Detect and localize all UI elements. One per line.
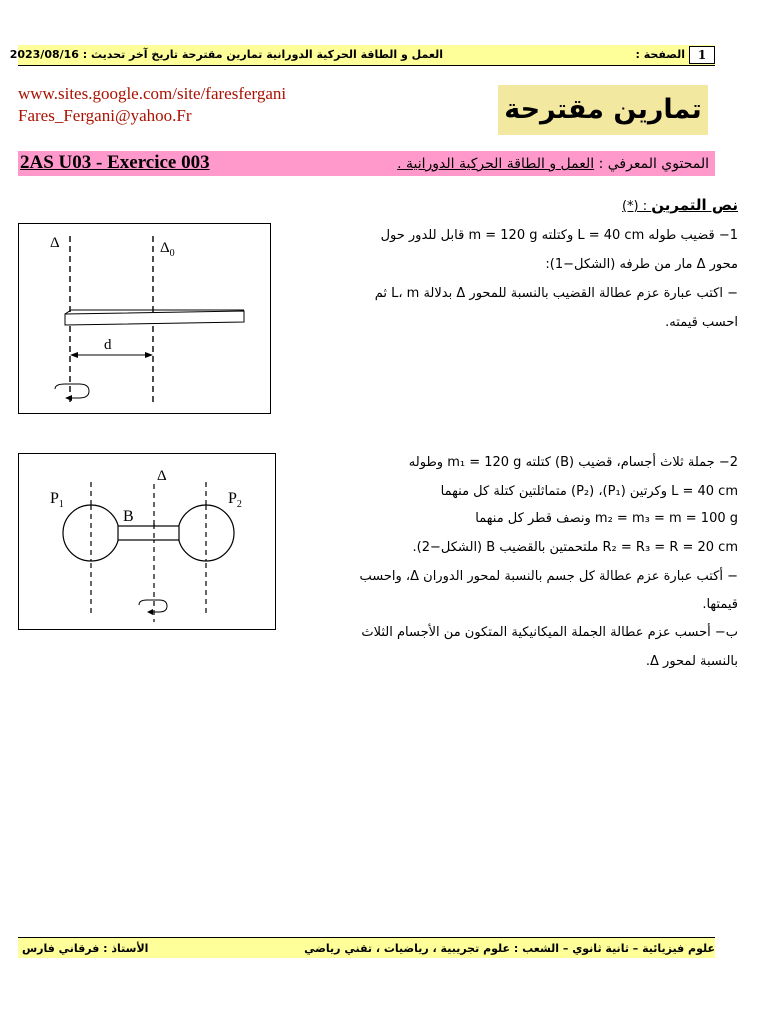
figure-2-diagram	[19, 454, 275, 629]
part2-line6: قيمتها.	[702, 597, 738, 612]
part1-line2: محور Δ مار من طرفه (الشكل−1):	[545, 257, 738, 272]
part2-line2: L = 40 cm وكرتين (P₁)، (P₂) متماثلتين كتلة كل منهما	[440, 484, 738, 499]
part2-line4: R₂ = R₃ = R = 20 cm ملتحمتين بالقضيب B (الشكل−2).	[412, 540, 738, 555]
exercise-bar	[18, 151, 715, 176]
sphere-p2-subscript: 2	[236, 499, 242, 511]
footer-subjects: علوم فيزيائية – ثانية ثانوي – الشعب : علوم تجريبية ، رياضيات ، تقني رياضي	[304, 942, 715, 955]
part2-line5: − أكتب عبارة عزم عطالة كل جسم بالنسبة لمحور الدوران Δ، واحسب	[359, 569, 738, 584]
axis-delta-label-2: Δ	[157, 468, 167, 484]
part1-line4: احسب قيمته.	[665, 315, 738, 330]
document-title: تمارين مقترحة	[498, 85, 708, 135]
content-value: العمل و الطاقة الحركية الدورانية .	[397, 156, 595, 172]
axis-delta0-subscript: 0	[169, 248, 175, 259]
exercise-code: 2AS U03 - Exercice 003	[20, 152, 210, 173]
content-heading	[397, 156, 709, 172]
axis-delta0-label	[160, 240, 175, 259]
footer-bar	[18, 937, 715, 958]
difficulty-level: : (*)	[621, 199, 652, 214]
sphere-p1-label	[50, 490, 64, 510]
email-link[interactable]: Fares_Fergani@yahoo.Fr	[18, 106, 192, 125]
figure-2	[18, 453, 276, 630]
page-label: الصفحة :	[635, 48, 685, 61]
content-label: المحتوي المعرفي :	[594, 156, 709, 172]
top-header-bar	[9, 45, 715, 66]
page-number: 1	[689, 46, 715, 64]
header-title: العمل و الطاقة الحركية الدورانية تمارين مقترحة تاريخ آخر تحديث : 2023/08/16	[9, 48, 443, 61]
axis-delta0-symbol: Δ	[160, 240, 170, 256]
sphere-p2-symbol: P	[228, 490, 237, 507]
distance-label: d	[104, 337, 112, 353]
part2-line1: 2− جملة ثلاث أجسام، قضيب (B) كتلته m₁ = 120 g وطوله	[408, 455, 738, 470]
part2-line8: بالنسبة لمحور Δ.	[645, 654, 738, 669]
part1-line1: 1− قضيب طوله L = 40 cm وكتلته m = 120 g قابل للدور حول	[380, 228, 738, 243]
part1-line3: − اكتب عبارة عزم عطالة القضيب بالنسبة للمحور Δ بدلالة L، m ثم	[374, 286, 738, 301]
website-link[interactable]: www.sites.google.com/site/faresfergani	[18, 84, 287, 103]
statement-title: نص التمرين	[651, 196, 738, 214]
part2-line7: ب− أحسب عزم عطالة الجملة الميكانيكية المتكون من الأجسام الثلاث	[361, 625, 738, 640]
figure-1-diagram	[19, 224, 270, 413]
axis-delta-label: Δ	[50, 235, 60, 251]
rod-b-label: B	[123, 508, 134, 525]
sphere-p1-symbol: P	[50, 490, 59, 507]
statement-heading	[622, 195, 738, 214]
sphere-p1-subscript: 1	[58, 499, 64, 511]
footer-teacher: الأستاذ : فرقاني فارس	[22, 942, 149, 955]
part2-line3: m₂ = m₃ = m = 100 g ونصف قطر كل منهما	[475, 511, 738, 526]
sphere-p2-label	[228, 490, 242, 510]
figure-1	[18, 223, 271, 414]
